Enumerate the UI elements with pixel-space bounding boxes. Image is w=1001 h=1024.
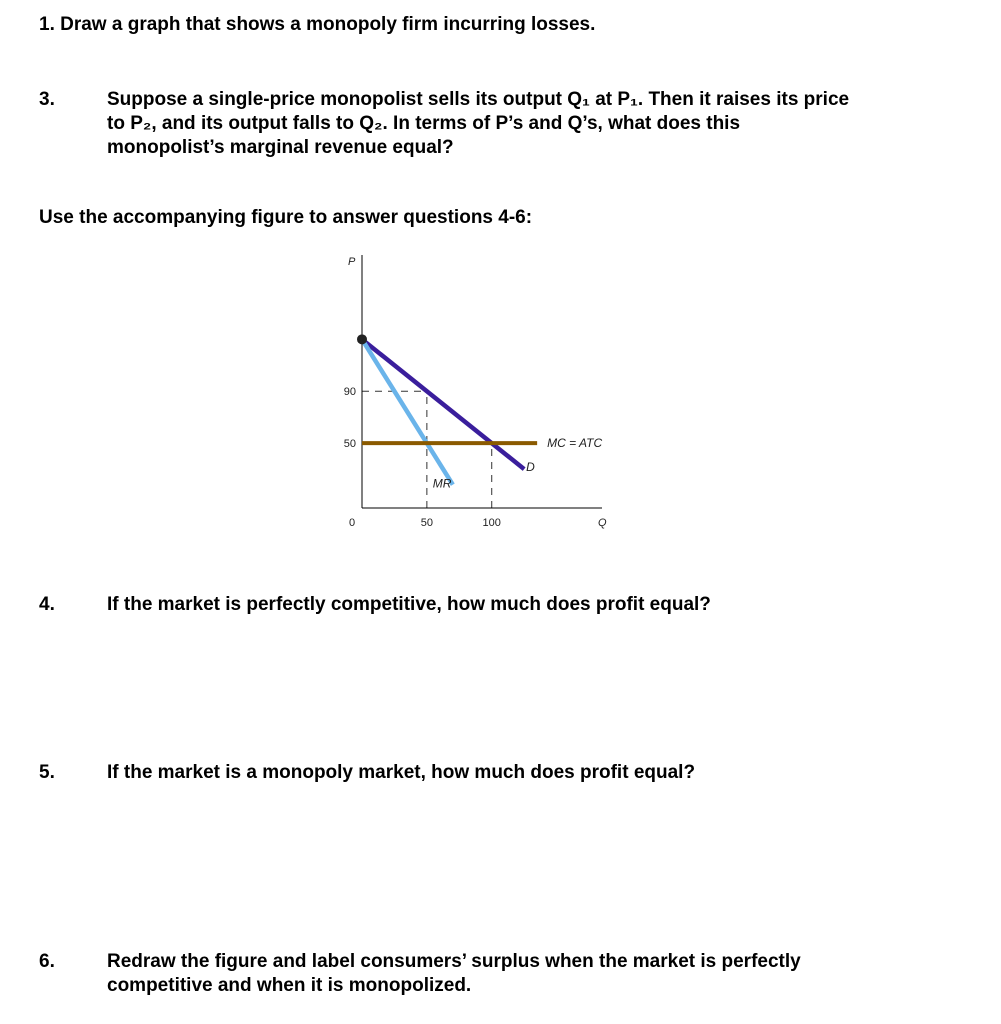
monopoly-figure (300, 255, 660, 545)
curves (357, 334, 537, 484)
mr-label: MR (432, 476, 452, 491)
question-3-line-1: Suppose a single-price monopolist sells its output Q₁ at P₁. Then it raises its price (107, 89, 850, 110)
x-tick-0: 0 (348, 517, 356, 529)
x-tick-50: 50 (420, 517, 433, 529)
question-1: 1. Draw a graph that shows a monopoly firm incurring losses. (39, 14, 596, 35)
guide-lines (362, 391, 492, 508)
y-axis-title: P (348, 256, 356, 268)
question-6-line-2: competitive and when it is monopolized. (107, 975, 472, 996)
question-3-line-3: monopolist’s marginal revenue equal? (107, 137, 454, 158)
y-tick-50: 50 (343, 438, 356, 451)
demand-label: D (526, 460, 535, 475)
question-4-text: If the market is perfectly competitive, how much does profit equal? (107, 594, 711, 615)
y-tick-90: 90 (343, 386, 356, 399)
x-axis-title: Q (598, 517, 607, 529)
question-6-number: 6. (39, 951, 55, 972)
x-tick-100: 100 (482, 517, 501, 529)
intercept-point (357, 334, 367, 344)
question-5-text: If the market is a monopoly market, how much does profit equal? (107, 762, 696, 783)
figure-instruction: Use the accompanying figure to answer questions 4-6: (39, 207, 533, 228)
demand-curve (362, 339, 524, 469)
marginal-revenue-curve (362, 339, 453, 484)
question-3-line-2: to P₂, and its output falls to Q₂. In terms of P’s and Q’s, what does this (107, 113, 741, 134)
question-4-number: 4. (39, 594, 55, 615)
question-6-line-1: Redraw the figure and label consumers’ surplus when the market is perfectly (107, 951, 801, 972)
axes (362, 255, 602, 508)
question-5-number: 5. (39, 762, 55, 783)
axis-labels (344, 256, 607, 529)
mc-atc-label: MC = ATC (547, 436, 603, 451)
question-3-number: 3. (39, 89, 55, 110)
